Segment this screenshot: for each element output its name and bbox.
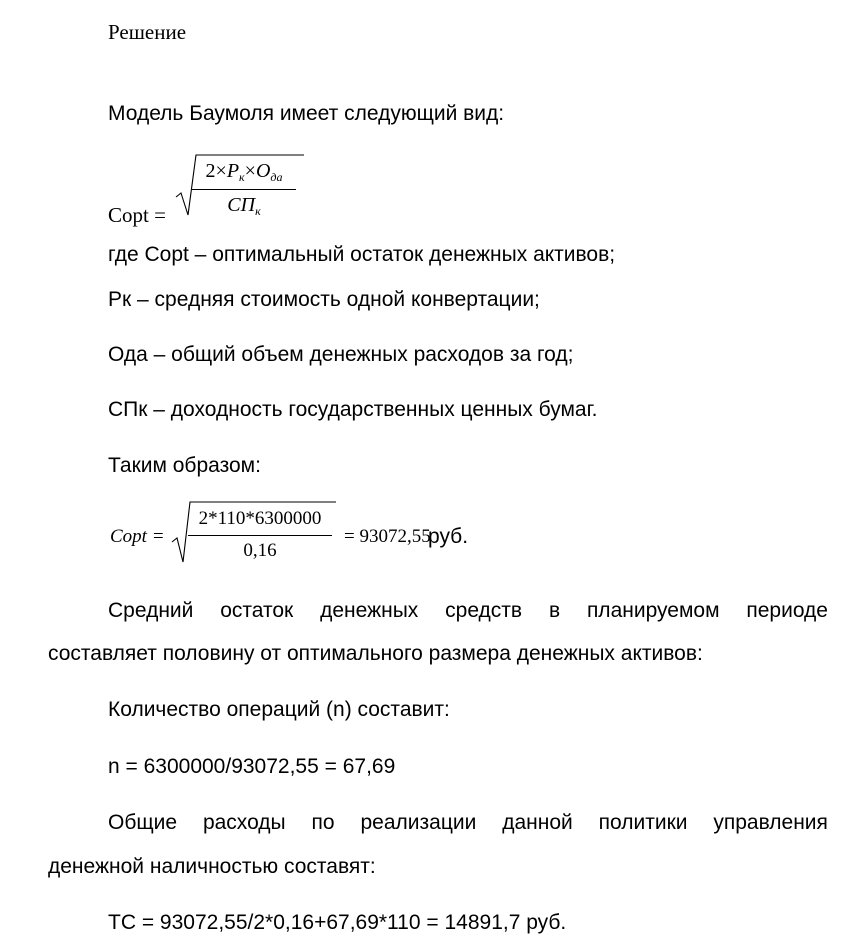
formula1-lhs: Copt =	[108, 203, 166, 227]
operations-label: Количество операций (n) составит:	[108, 698, 450, 721]
definition-pk: Рк – средняя стоимость одной конвертации;	[108, 288, 540, 311]
total-cost-calc: TC = 93072,55/2*0,16+67,69*110 = 14891,7 руб.	[108, 911, 567, 934]
formula2-result: = 93072,55	[344, 526, 431, 547]
heading: Решение	[108, 20, 187, 44]
formula2-fraction-bar	[188, 535, 332, 536]
formula2-unit: руб.	[428, 525, 469, 548]
definition-oda: Ода – общий объем денежных расходов за год;	[108, 343, 574, 366]
definition-spk: СПк – доходность государственных ценных бумаг.	[108, 398, 598, 421]
formula1-numerator: $2\times P_к\times O_{да}$	[205, 160, 283, 184]
formula2-lhs: Copt =	[110, 526, 165, 547]
formula1-fraction-bar	[192, 189, 296, 190]
intro-text: Модель Баумоля имеет следующий вид:	[108, 102, 505, 125]
formula1-denominator: $СП_к$	[227, 194, 261, 218]
formula2-numerator: 2*110*6300000	[198, 508, 322, 529]
paragraph2-line2: денежной наличностью составят:	[48, 855, 376, 878]
thus-text: Таким образом:	[108, 454, 261, 477]
paragraph2-line1: Общие расходы по реализации данной политики управления	[108, 811, 828, 834]
paragraph1-line1: Средний остаток денежных средств в планируемом периоде	[108, 599, 828, 622]
paragraph1-line2: составляет половину от оптимального размера денежных активов:	[48, 642, 703, 665]
operations-calc: n = 6300000/93072,55 = 67,69	[108, 755, 396, 778]
definition-copt: где Copt – оптимальный остаток денежных активов;	[108, 243, 616, 266]
formula2-denominator: 0,16	[243, 540, 277, 561]
